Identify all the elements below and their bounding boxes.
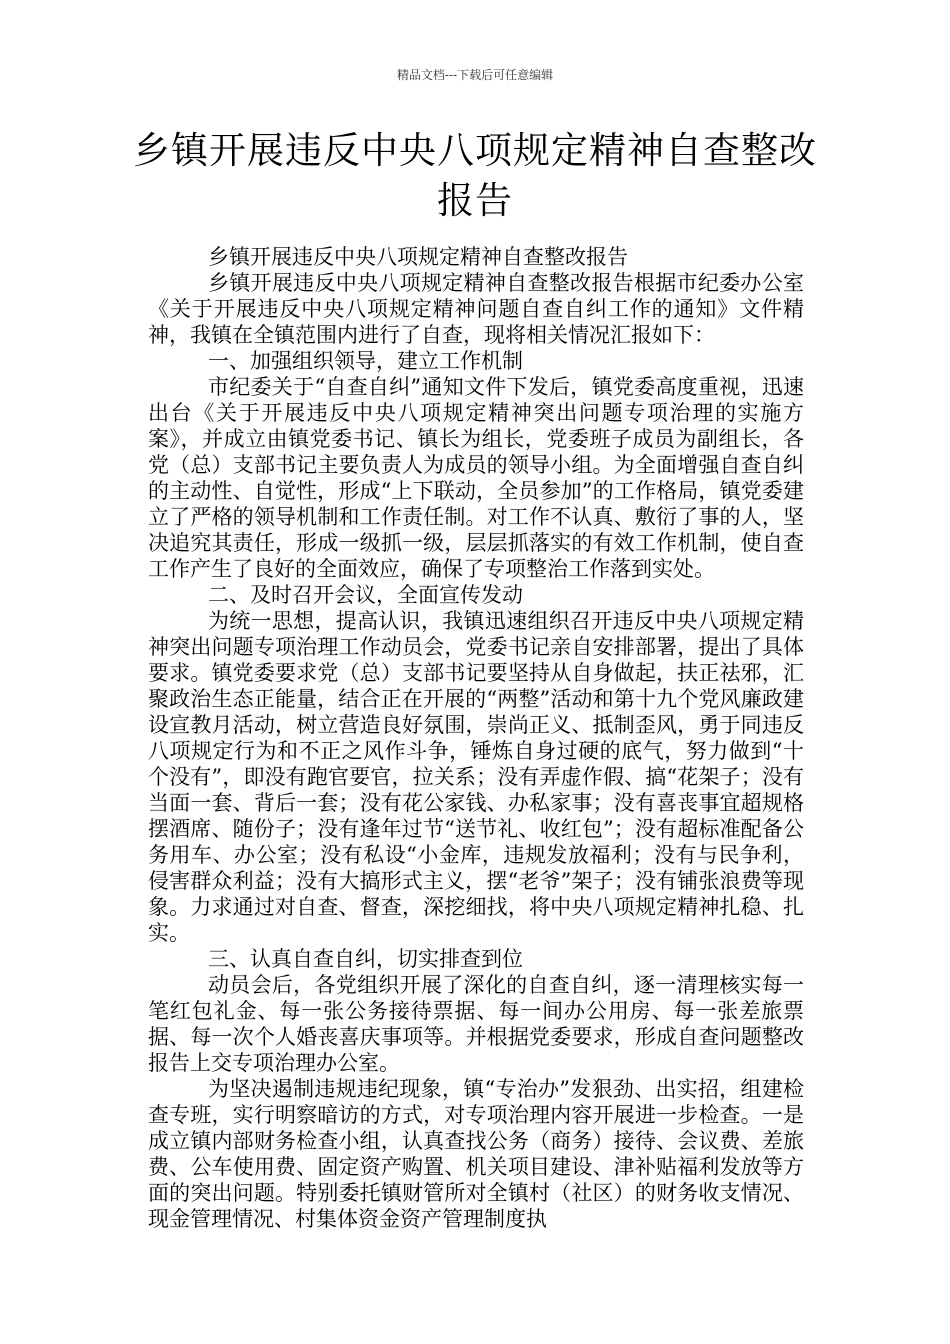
section-heading-2: 二、及时召开会议，全面宣传发动	[208, 583, 523, 607]
section-heading-3: 三、认真自查自纠，切实排查到位	[208, 947, 523, 971]
subtitle-paragraph: 乡镇开展违反中央八项规定精神自查整改报告	[208, 245, 628, 269]
body-paragraph: 为统一思想，提高认识，我镇迅速组织召开违反中央八项规定精神突出问题专项治理工作动员会，党委书记亲自安排部署，提出了具体要求。镇党委要求党（总）支部书记要坚持从自身做起，扶正祛邪，汇聚政治生态正能量，结合正在开展的“两整”活动和第十九个党风廉政建设宣教月活动，树立营造良好氛围，崇尚正义、抵制歪风，勇于同违反八项规定行为和不正之风作斗争，锤炼自身过硬的底气，努力做到“十个没有”，即没有跑官要官，拉关系；没有弄虚作假、搞“花架子；没有当面一套、背后一套；没有花公家钱、办私家事；没有喜丧事宜超规格摆酒席、随份子；没有逢年过节“送节礼、收红包”；没有超标准配备公务用车、办公室；没有私设“小金库，违规发放福利；没有与民争利，侵害群众利益；没有大搞形式主义，摆“老爷”架子；没有铺张浪费等现象。力求通过对自查、督查，深挖细找，将中央八项规定精神扎稳、扎实。	[148, 609, 804, 945]
body-paragraph: 动员会后，各党组织开展了深化的自查自纠，逐一清理核实每一笔红包礼金、每一张公务接待票据、每一间办公用房、每一张差旅票据、每一次个人婚丧喜庆事项等。并根据党委要求，形成自查问题整改报告上交专项治理办公室。	[148, 973, 804, 1075]
header-note: 精品文档---下载后可任意编辑	[396, 68, 554, 82]
body-paragraph: 市纪委关于“自查自纠”通知文件下发后，镇党委高度重视，迅速出台《关于开展违反中央八项规定精神突出问题专项治理的实施方案》，并成立由镇党委书记、镇长为组长，党委班子成员为副组长，各党（总）支部书记主要负责人为成员的领导小组。为全面增强自查自纠的主动性、自觉性，形成“上下联动，全员参加”的工作格局，镇党委建立了严格的领导机制和工作责任制。对工作不认真、敷衍了事的人，坚决追究其责任，形成一级抓一级，层层抓落实的有效工作机制，使自查工作产生了良好的全面效应，确保了专项整治工作落到实处。	[148, 375, 804, 581]
intro-paragraph: 乡镇开展违反中央八项规定精神自查整改报告根据市纪委办公室《关于开展违反中央八项规定精神问题自查自纠工作的通知》文件精神，我镇在全镇范围内进行了自查，现将相关情况汇报如下：	[148, 271, 804, 347]
section-heading-1: 一、加强组织领导，建立工作机制	[208, 349, 523, 373]
title-line-2: 报告	[437, 179, 513, 222]
document-body	[148, 244, 804, 1232]
body-paragraph: 为坚决遏制违规违纪现象，镇“专治办”发狠劲、出实招，组建检查专班，实行明察暗访的方式，对专项治理内容开展进一步检查。一是成立镇内部财务检查小组，认真查找公务（商务）接待、会议费、差旅费、公车使用费、固定资产购置、机关项目建设、津补贴福利发放等方面的突出问题。特别委托镇财管所对全镇村（社区）的财务收支情况、现金管理情况、村集体资金资产管理制度执	[148, 1077, 804, 1231]
title-line-1: 乡镇开展违反中央八项规定精神自查整改	[133, 129, 817, 172]
document-title	[130, 126, 820, 226]
